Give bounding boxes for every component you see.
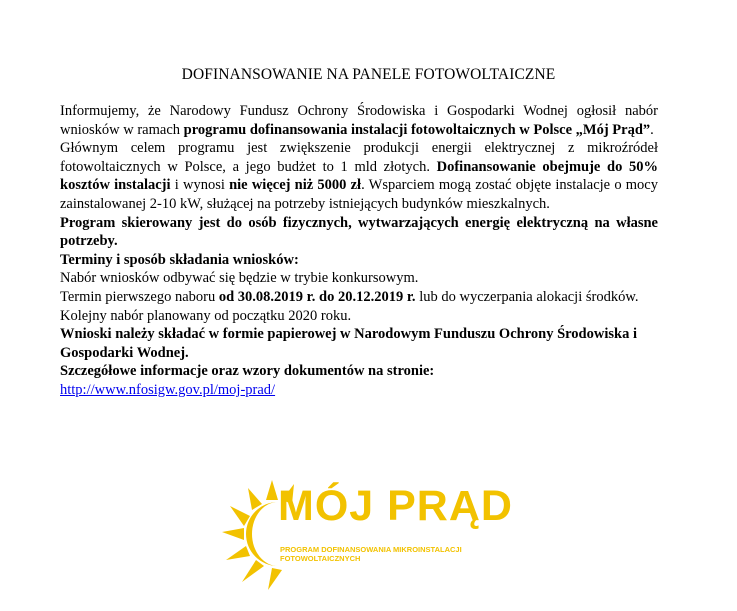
paragraph-intro: Informujemy, że Narodowy Fundusz Ochrony Środowiska i Gospodarki Wodnej ogłosił nabór wniosków w ramach programu dofinansowania instalacji fotowoltaicznych w Polsce „Mój Prąd”. [60,103,658,138]
section-heading-deadlines: Terminy i sposób składania wniosków: [60,251,299,268]
logo-subtitle: PROGRAM DOFINANSOWANIA MIKROINSTALACJI FOTOWOLTAICZNYCH [280,545,462,563]
paragraph-submission: Wnioski należy składać w formie papierowej w Narodowym Funduszu Ochrony Środowiska i Gospodarki Wodnej. [60,326,637,361]
paragraph-goal: Głównym celem programu jest zwiększenie produkcji energii elektrycznej z mikroźródeł fotowoltaicznych w Polsce, a jego budżet to 1 mld złotych. Dofinansowanie obejmuje do 50% kosztów instalacji i wynosi nie więcej niż 5000 zł. Wsparciem mogą zostać objęte instalacje o mocy zainstalowanej 2-10 kW, służącej na potrzeby istniejących budynków mieszkalnych. [60,140,658,212]
paragraph-details: Szczegółowe informacje oraz wzory dokumentów na stronie: [60,363,435,380]
document-body [60,102,658,400]
link-paragraph [60,381,658,400]
program-link[interactable]: http://www.nfosigw.gov.pl/moj-prad/ [60,381,276,398]
logo-title: MÓJ PRĄD [278,482,513,530]
paragraph-target: Program skierowany jest do osób fizycznych, wytwarzających energię elektryczną na własne potrzeby. [60,214,658,250]
page-title: DOFINANSOWANIE NA PANELE FOTOWOLTAICZNE [181,66,556,83]
paragraph-competition: Nabór wniosków odbywać się będzie w trybie konkursowym. [60,270,419,287]
moj-prad-logo [222,478,512,590]
paragraph-first-round: Termin pierwszego naboru od 30.08.2019 r. do 20.12.2019 r. lub do wyczerpania alokacji środków. [60,288,639,305]
paragraph-next-round: Kolejny nabór planowany od początku 2020 roku. [60,307,352,324]
